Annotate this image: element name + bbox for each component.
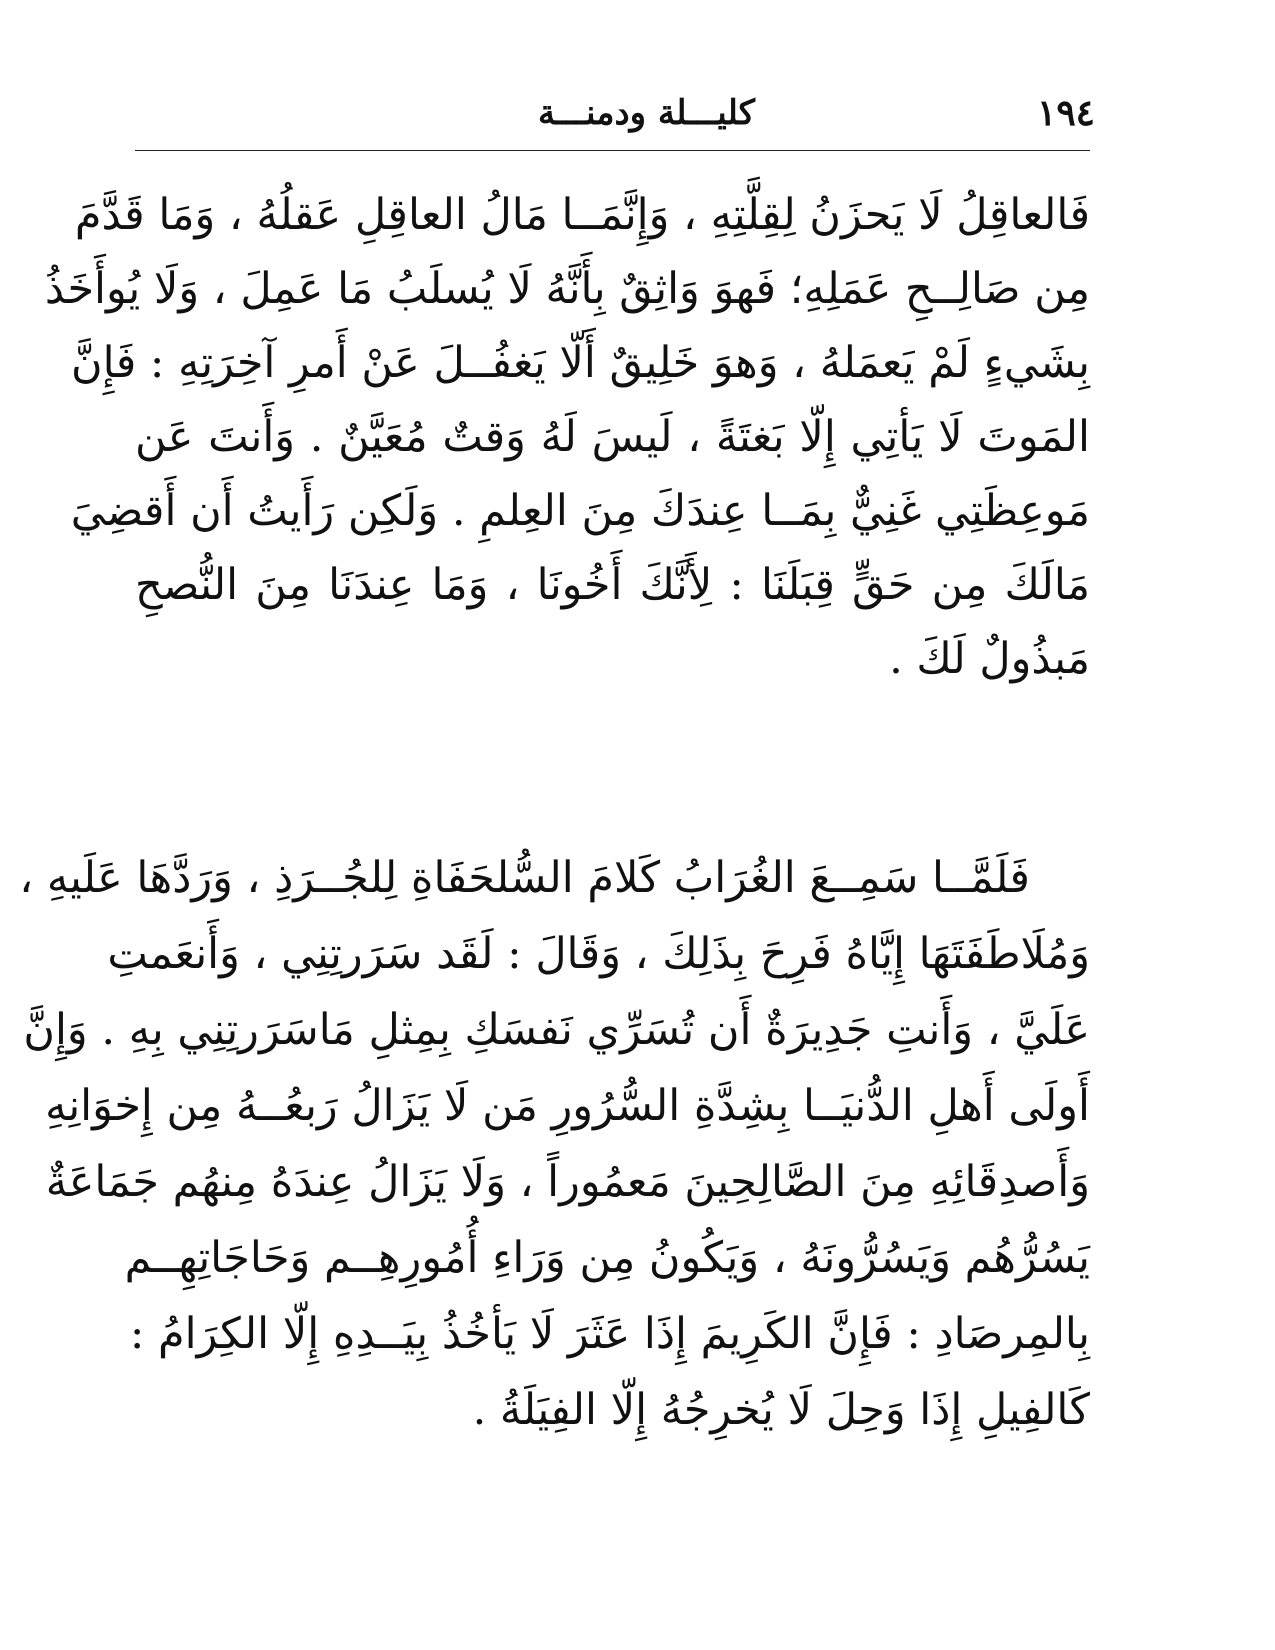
- text-line: كَالفِيلِ إِذَا وَحِلَ لَا يُخرِجُهُ إِلّا الفِيَلَةُ .: [472, 1385, 1090, 1435]
- text-line: فَالعاقِلُ لَا يَحزَنُ لِقِلَّتِهِ ، وَإِنَّمَــا مَالُ العاقِلِ عَقلُهُ ، وَمَا قَدَّمَ: [74, 190, 1090, 240]
- text-line: بِشَيءٍ لَمْ يَعمَلهُ ، وَهوَ خَلِيقٌ أَلّا يَغفُــلَ عَنْ أَمرِ آخِرَتِهِ : فَإِنَّ: [71, 338, 1090, 388]
- paragraph-1: [44, 178, 1090, 696]
- text-line: وَأَصدِقَائِهِ مِنَ الصَّالِحِينَ مَعمُوراً ، وَلَا يَزَالُ عِندَهُ مِنهُم جَمَاعَةٌ: [45, 1157, 1090, 1207]
- text-line: مَوعِظَتِي غَنِيٌّ بِمَــا عِندَكَ مِنَ العِلمِ . وَلَكِن رَأَيتُ أَن أَقضِيَ: [70, 486, 1090, 536]
- paragraph-2: [19, 840, 1090, 1448]
- text-line: بِالمِرصَادِ : فَإِنَّ الكَرِيمَ إِذَا عَثَرَ لَا يَأخُذُ بِيَــدِهِ إِلّا الكِرَامُ :: [129, 1309, 1090, 1359]
- text-line: مَبذُولٌ لَكَ .: [889, 634, 1090, 684]
- text-line: وَمُلَاطَفَتَهَا إِيَّاهُ فَرِحَ بِذَلِكَ ، وَقَالَ : لَقَد سَرَرتِنِي ، وَأَنعَمتِ: [107, 929, 1090, 979]
- text-line: عَلَيَّ ، وَأَنتِ جَدِيرَةٌ أَن تُسَرِّي نَفسَكِ بِمِثلِ مَاسَرَرتِنِي بِهِ . وَإِنَّ: [23, 1005, 1090, 1055]
- page-number: ١٩٤: [1036, 92, 1095, 134]
- text-line: المَوتَ لَا يَأتِي إِلّا بَغتَةً ، لَيسَ لَهُ وَقتٌ مُعَيَّنٌ . وَأَنتَ عَن: [135, 412, 1090, 462]
- text-line: مَالَكَ مِن حَقٍّ قِبَلَنَا : لِأَنَّكَ أَخُونَا ، وَمَا عِندَنَا مِنَ النُّصحِ: [135, 560, 1090, 610]
- header-divider: [135, 150, 1090, 151]
- text-line: أَولَى أَهلِ الدُّنيَــا بِشِدَّةِ السُّرُورِ مَن لَا يَزَالُ رَبعُــهُ مِن إِخوَانِهِ: [45, 1081, 1090, 1131]
- text-line: فَلَمَّــا سَمِــعَ الغُرَابُ كَلامَ السُّلحَفَاةِ لِلجُــرَذِ ، وَرَدَّهَا عَلَيهِ ،: [19, 853, 1030, 903]
- text-line: يَسُرُّهُم وَيَسُرُّونَهُ ، وَيَكُونُ مِن وَرَاءِ أُمُورِهِــم وَحَاجَاتِهِــم: [124, 1233, 1090, 1283]
- text-line: مِن صَالِــحِ عَمَلِهِ؛ فَهوَ وَاثِقٌ بِأَنَّهُ لَا يُسلَبُ مَا عَمِلَ ، وَلَا يُوأَخَذُ: [44, 264, 1090, 314]
- running-title: كليـــلة ودمنـــة: [537, 93, 755, 133]
- page-header: [135, 88, 1095, 138]
